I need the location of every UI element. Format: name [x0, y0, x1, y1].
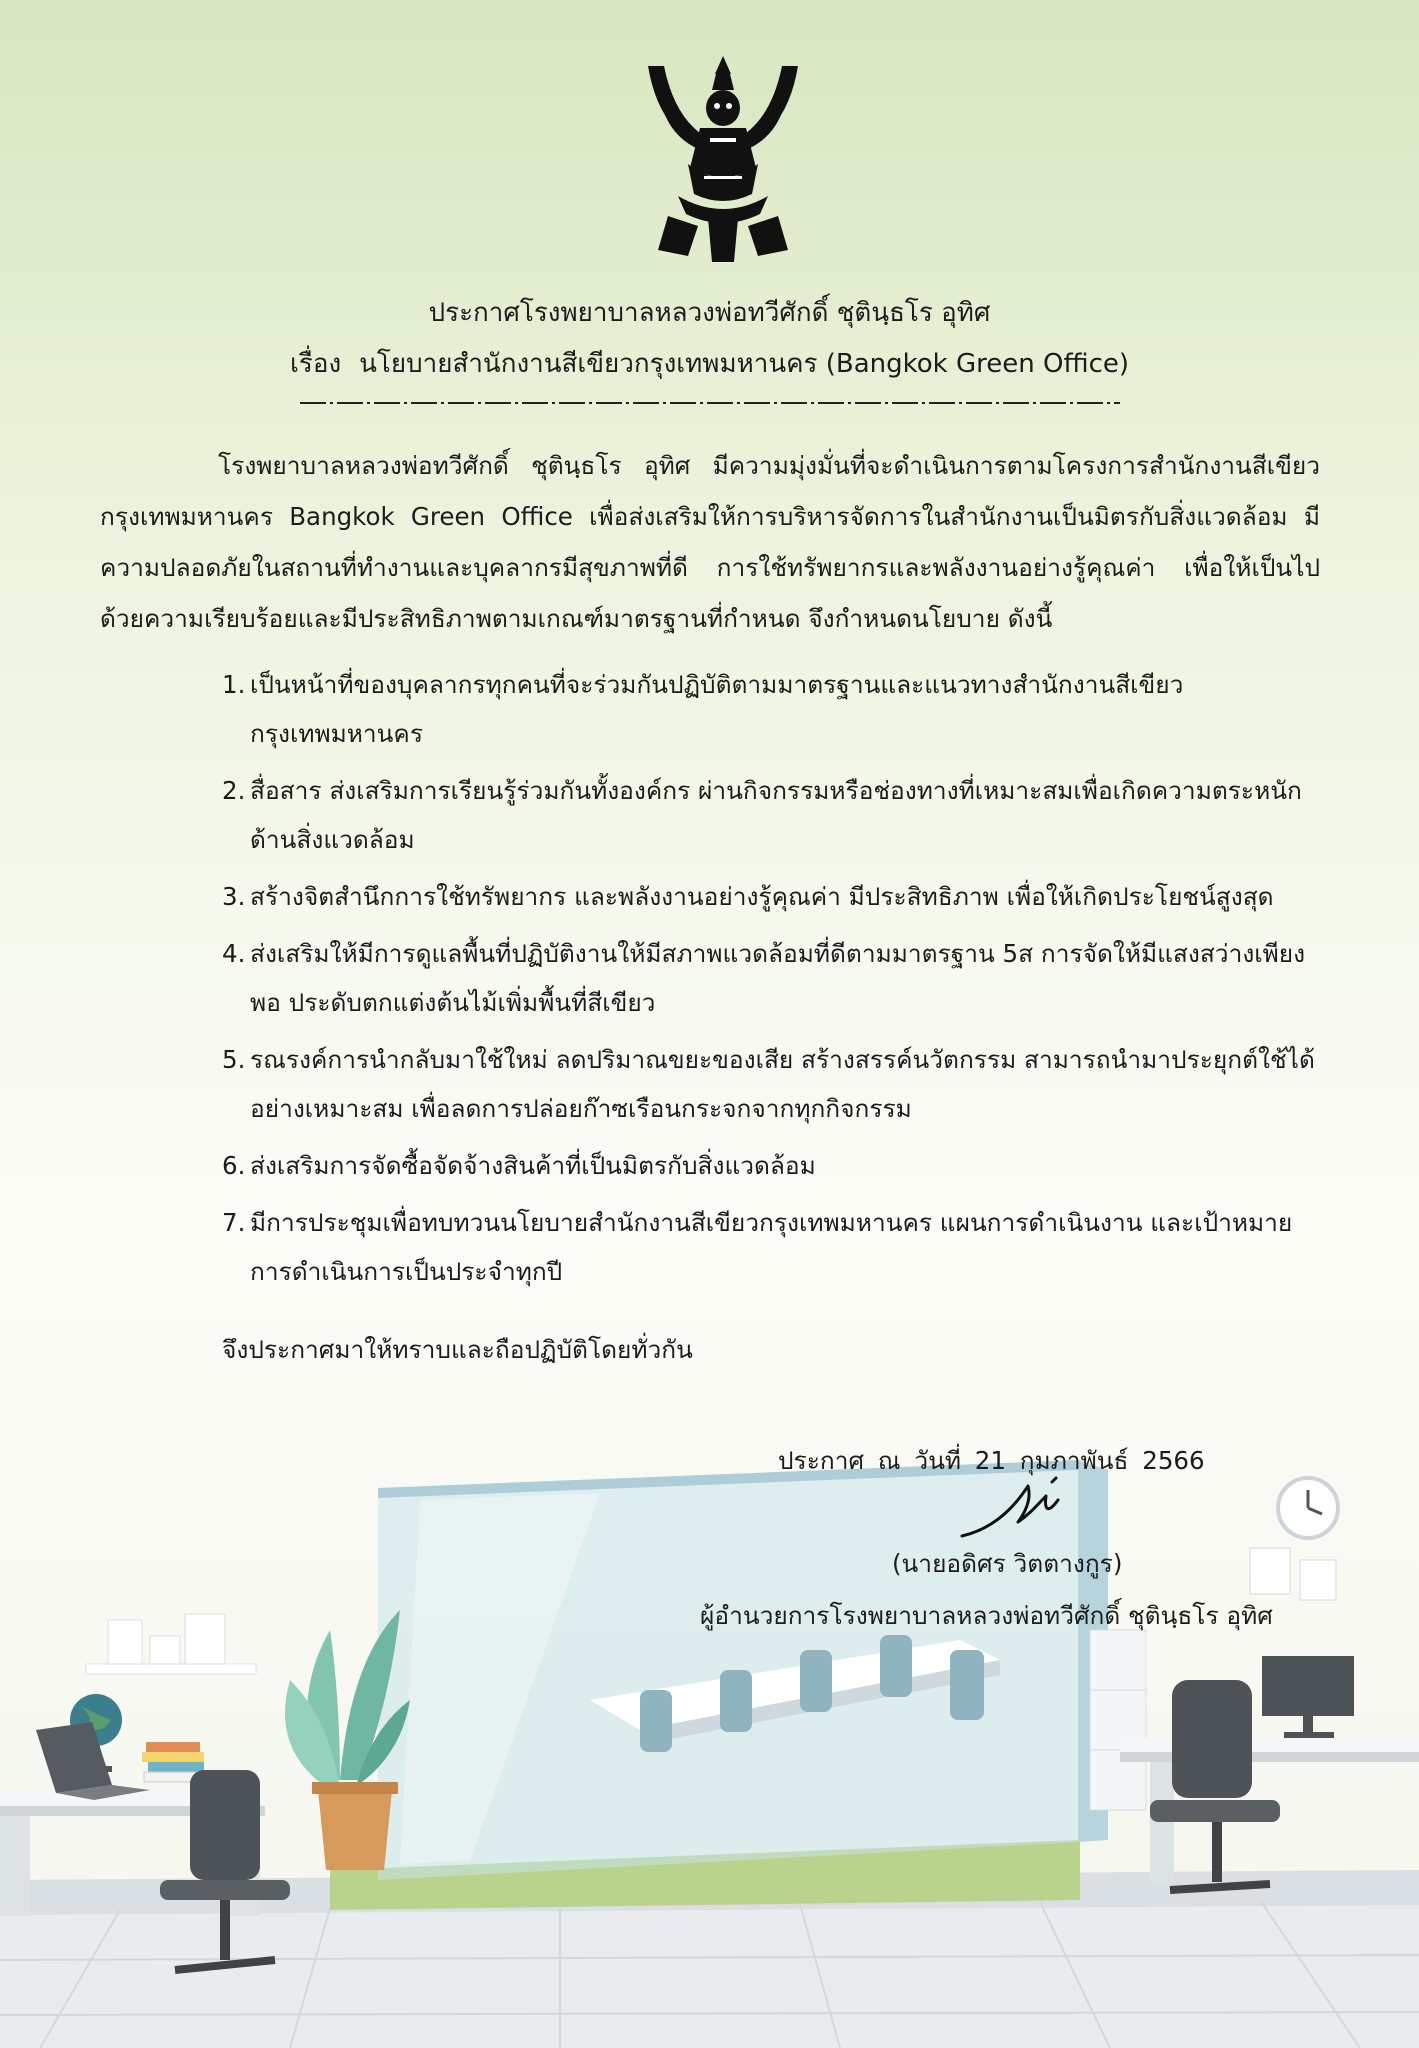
policy-number: 7. — [222, 1208, 246, 1237]
subject-label: เรื่อง — [289, 349, 342, 379]
list-item — [222, 872, 1322, 921]
policy-text: ส่งเสริมการจัดซื้อจัดจ้างสินค้าที่เป็นมิตรกับสิ่งแวดล้อม — [250, 1151, 816, 1180]
policy-number: 2. — [222, 776, 246, 805]
policy-number: 4. — [222, 939, 246, 968]
closing-statement: จึงประกาศมาให้ทราบและถือปฏิบัติโดยทั่วกัน — [222, 1335, 693, 1364]
signer-name: (นายอดิศร วิตตางกูร) — [892, 1549, 1123, 1578]
intro-text: โรงพยาบาลหลวงพ่อทวีศักดิ์ ชุตินฺธโร อุทิศ มีความมุ่งมั่นที่จะดำเนินการตามโครงการสำนักงานสีเขียวกรุงเทพมหานคร Bangkok Green Office เพื่อส่งเสริมให้การบริหารจัดการในสำนักงานเป็นมิตรกับสิ่งแวดล้อม มีความปลอดภัยในสถานที่ทำงานและบุคลากรมีสุขภาพที่ดี การใช้ทรัพยากรและพลังงานอย่างรู้คุณค่า เพื่อให้เป็นไปด้วยความเรียบร้อยและมีประสิทธิภาพตามเกณฑ์มาตรฐานที่กำหนด จึงกำหนดนโยบาย ดังนี้ — [100, 451, 1320, 633]
subject-text: นโยบายสำนักงานสีเขียวกรุงเทพมหานคร (Bangkok Green Office) — [359, 349, 1130, 379]
policy-number: 6. — [222, 1151, 246, 1180]
policy-text: ส่งเสริมให้มีการดูแลพื้นที่ปฏิบัติงานให้มีสภาพแวดล้อมที่ดีตามมาตรฐาน 5ส การจัดให้มีแสงสว่างเพียงพอ ประดับตกแต่งต้นไม้เพิ่มพื้นที่สีเขียว — [250, 939, 1306, 1017]
policy-text: รณรงค์การนำกลับมาใช้ใหม่ ลดปริมาณขยะของเสีย สร้างสรรค์นวัตกรรม สามารถนำมาประยุกต์ใช้ได้อย่างเหมาะสม เพื่อลดการปล่อยก๊าซเรือนกระจกจากทุกกิจกรรม — [250, 1045, 1315, 1123]
list-item — [222, 766, 1322, 864]
title-divider — [300, 400, 1120, 406]
policy-number: 5. — [222, 1045, 246, 1074]
garuda-emblem-icon — [638, 46, 808, 268]
policy-number: 1. — [222, 670, 246, 699]
policy-text: สื่อสาร ส่งเสริมการเรียนรู้ร่วมกันทั้งองค์กร ผ่านกิจกรรมหรือช่องทางที่เหมาะสมเพื่อเกิดความตระหนักด้านสิ่งแวดล้อม — [250, 776, 1302, 854]
signer-position: ผู้อำนวยการโรงพยาบาลหลวงพ่อทวีศักดิ์ ชุตินฺธโร อุทิศ — [700, 1601, 1273, 1630]
policy-text: มีการประชุมเพื่อทบทวนนโยบายสำนักงานสีเขียวกรุงเทพมหานคร แผนการดำเนินงาน และเป้าหมายการดำเนินการเป็นประจำทุกปี — [250, 1208, 1293, 1286]
announcement-date: ประกาศ ณ วันที่ 21 กุมภาพันธ์ 2566 — [778, 1446, 1205, 1475]
list-item — [222, 1035, 1322, 1133]
intro-paragraph — [100, 440, 1320, 644]
announcement-subject — [0, 343, 1419, 384]
list-item — [222, 929, 1322, 1027]
announcement-title: ประกาศโรงพยาบาลหลวงพ่อทวีศักดิ์ ชุตินฺธโร อุทิศ — [428, 298, 991, 328]
handwritten-signature — [958, 1470, 1068, 1542]
policy-text: สร้างจิตสำนึกการใช้ทรัพยากร และพลังงานอย่างรู้คุณค่า มีประสิทธิภาพ เพื่อให้เกิดประโยชน์สูงสุด — [250, 882, 1274, 911]
policy-list — [222, 660, 1322, 1304]
list-item — [222, 660, 1322, 758]
policy-text: เป็นหน้าที่ของบุคลากรทุกคนที่จะร่วมกันปฏิบัติตามมาตรฐานและแนวทางสำนักงานสีเขียวกรุงเทพมหานคร — [250, 670, 1184, 748]
policy-number: 3. — [222, 882, 246, 911]
list-item — [222, 1141, 1322, 1190]
list-item — [222, 1198, 1322, 1296]
